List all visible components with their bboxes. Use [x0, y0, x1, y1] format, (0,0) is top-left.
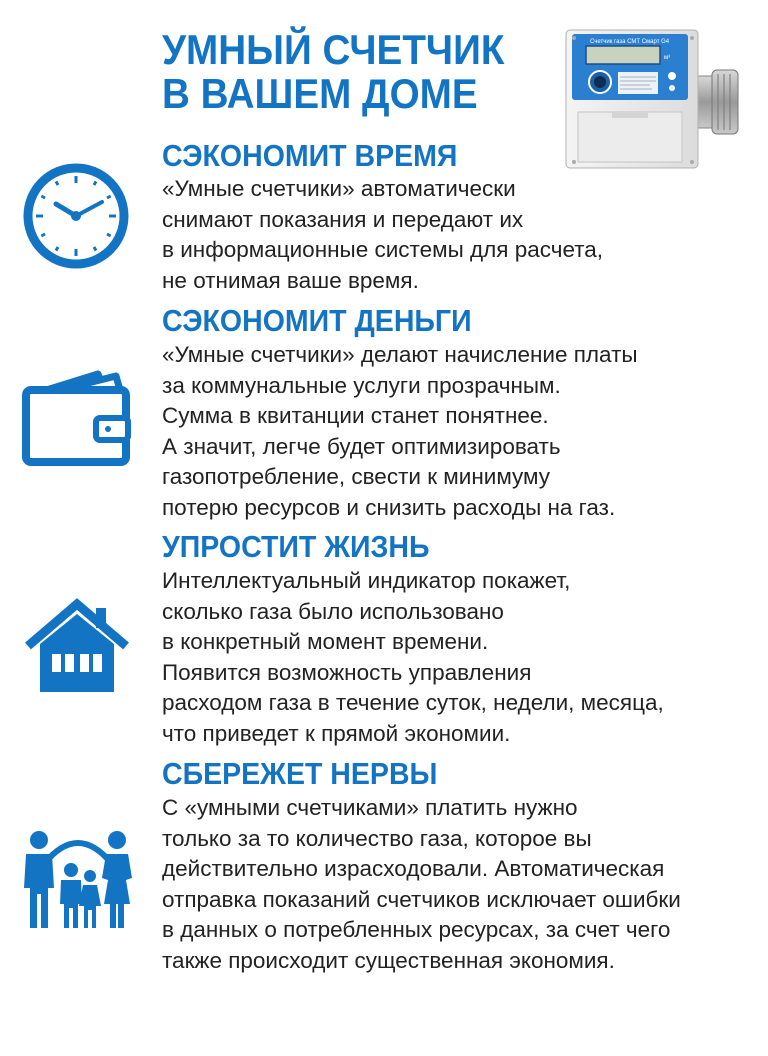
gas-meter-image [560, 26, 750, 176]
section-heading-nerves: СБЕРЕЖЕТ НЕРВЫ [162, 756, 438, 791]
text-line: сколько газа было использовано [162, 598, 504, 624]
text-line: Интеллектуальный индикатор покажет, [162, 568, 571, 593]
text-line: только за то количество газа, которое вы [162, 825, 592, 851]
text-line: расходом газа в течение суток, недели, месяца, [162, 690, 664, 716]
wallet-icon [20, 362, 136, 468]
page-title-line-1: УМНЫЙ СЧЕТЧИК [162, 26, 505, 73]
text-line: в данных о потребленных ресурсах, за счет чего [162, 917, 671, 943]
text-line: также происходит существенная экономия. [162, 947, 615, 973]
text-line: не отнимая ваше время. [162, 267, 419, 293]
text-line: газопотребление, свести к минимуму [162, 464, 551, 490]
section-text-life [162, 566, 664, 750]
text-line: за коммунальные услуги прозрачным. [162, 372, 561, 398]
meter-label: Счетчик газа СМТ Смарт G4 [590, 39, 670, 45]
section-heading-life: УПРОСТИТ ЖИЗНЬ [162, 529, 430, 564]
text-line: «Умные счетчики» автоматически [162, 176, 516, 201]
section-text-nerves [162, 793, 681, 977]
text-line: отправка показаний счетчиков исключает ошибки [162, 886, 681, 912]
text-line: в информационные системы для расчета, [162, 237, 604, 263]
clock-icon [22, 156, 130, 276]
family-icon [22, 824, 134, 930]
section-heading-time: СЭКОНОМИТ ВРЕМЯ [162, 138, 458, 173]
text-line: потерю ресурсов и снизить расходы на газ. [162, 494, 616, 520]
text-line: что приведет к прямой экономии. [162, 720, 511, 746]
text-line: снимают показания и передают их [162, 206, 524, 232]
text-line: С «умными счетчиками» платить нужно [162, 795, 578, 820]
section-text-money [162, 340, 638, 524]
text-line: А значит, легче будет оптимизировать [162, 433, 561, 459]
house-icon [24, 598, 130, 694]
text-line: «Умные счетчики» делают начисление платы [162, 342, 638, 367]
section-heading-money: СЭКОНОМИТ ДЕНЬГИ [162, 303, 472, 338]
section-text-time [162, 174, 603, 296]
meter-unit: м³ [664, 55, 671, 61]
text-line: Появится возможность управления [162, 659, 532, 685]
text-line: Сумма в квитанции станет понятнее. [162, 403, 549, 429]
page-title [162, 28, 504, 116]
text-line: в конкретный момент времени. [162, 629, 489, 655]
page-title-line-2: В ВАШЕМ ДОМЕ [162, 70, 478, 117]
text-line: действительно израсходовали. Автоматическая [162, 856, 665, 882]
